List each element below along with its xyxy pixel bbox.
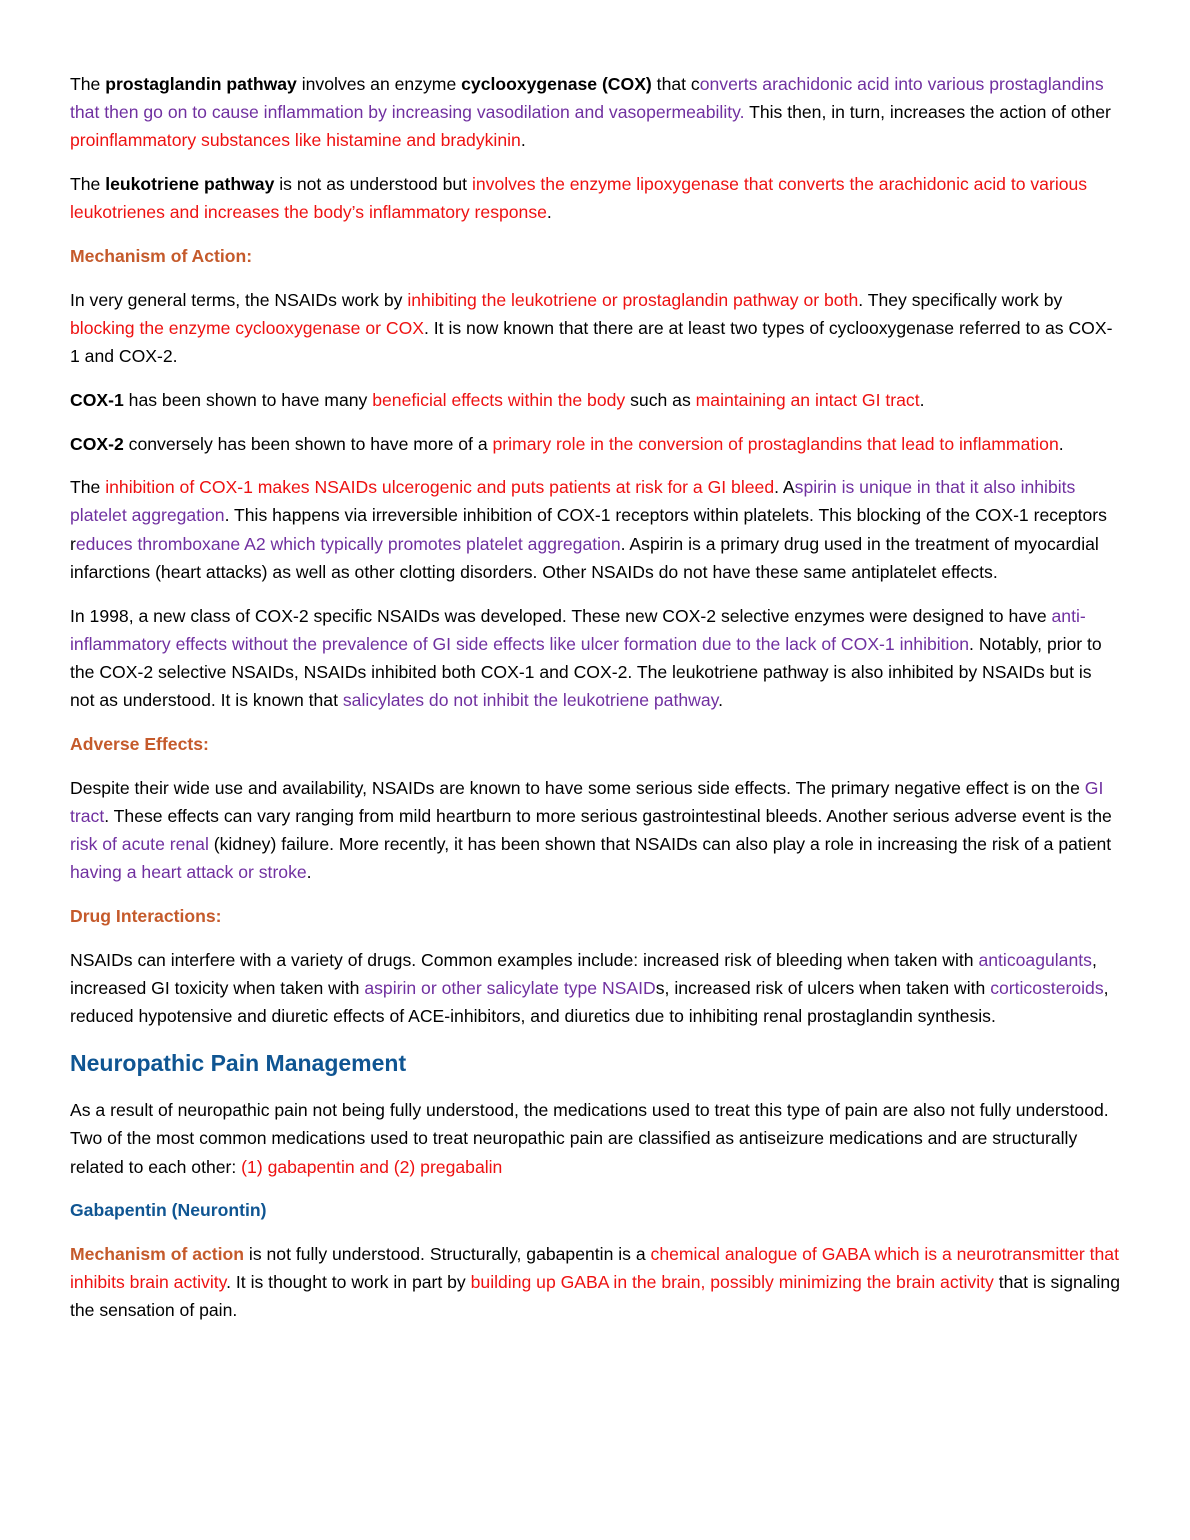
- paragraph-prostaglandin-pathway: The prostaglandin pathway involves an enzyme cyclooxygenase (COX) that converts arachidonic acid into various prostaglandins that then go on to cause inflammation by increasing vasodilation and vasopermeability. This then, in turn, increases the action of other proinflammatory substances like histamine and bradykinin.: [70, 74, 1111, 151]
- highlight-red: maintaining an intact GI tract: [695, 389, 920, 410]
- highlight-red: (1) gabapentin and (2) pregabalin: [241, 1156, 503, 1177]
- paragraph-drug-interactions: NSAIDs can interfere with a variety of drugs. Common examples include: increased risk of bleeding when taken with anticoagulants, increased GI toxicity when taken with aspirin or other salicylate type NSAIDs, increased risk of ulcers when taken with corticosteroids, reduced hypotensive and diuretic effects of ACE-inhibitors, and diuretics due to inhibiting renal prostaglandin synthesis.: [70, 949, 1109, 1026]
- paragraph-neuropathic-intro: As a result of neuropathic pain not being fully understood, the medications used to treat this type of pain are also not fully understood. Two of the most common medications used to treat neuropathic pain are classified as antiseizure medications and are structurally related to each other: (1) gabapentin and (2) pregabalin: [70, 1100, 1109, 1177]
- term-cyclooxygenase: cyclooxygenase (COX): [461, 74, 652, 94]
- highlight-purple: corticosteroids: [990, 977, 1104, 998]
- paragraph-cox-1: COX-1 has been shown to have many beneficial effects within the body such as maintaining an intact GI tract.: [70, 389, 925, 410]
- paragraph-adverse-effects: Despite their wide use and availability, NSAIDs are known to have some serious side effects. The primary negative effect is on the GI tract. These effects can vary ranging from mild heartburn to more serious gastrointestinal bleeds. Another serious adverse event is the risk of acute renal (kidney) failure. More recently, it has been shown that NSAIDs can also play a role in increasing the risk of a patient having a heart attack or stroke.: [70, 777, 1112, 883]
- highlight-red: building up GABA in the brain, possibly minimizing the brain activity: [470, 1272, 994, 1293]
- paragraph-nsaid-mechanism: In very general terms, the NSAIDs work by inhibiting the leukotriene or prostaglandin pathway or both. They specifically work by blocking the enzyme cyclooxygenase or COX. It is now known that there are at least two types of cyclooxygenase referred to as COX-1 and COX-2.: [70, 289, 1113, 367]
- heading-neuropathic-pain-management: Neuropathic Pain Management: [70, 1050, 407, 1077]
- term-cox-1: COX-1: [70, 389, 124, 410]
- term-cox-2: COX-2: [70, 433, 124, 454]
- heading-adverse-effects: Adverse Effects:: [70, 733, 209, 754]
- heading-mechanism-of-action: Mechanism of Action:: [70, 246, 253, 267]
- heading-gabapentin: Gabapentin (Neurontin): [70, 1200, 267, 1221]
- highlight-red: involves the enzyme lipoxygenase that converts the arachidonic acid to various leukotrienes and increases the body’s inflammatory response: [70, 174, 1088, 223]
- highlight-red: proinflammatory substances like histamine and bradykinin: [70, 130, 521, 151]
- highlight-purple: anti-inflammatory effects without the prevalence of GI side effects like ulcer formation due to the lack of COX-1 inhibition: [70, 605, 1086, 654]
- highlight-red: inhibiting the leukotriene or prostaglandin pathway or both: [407, 289, 859, 310]
- highlight-purple: educes thromboxane A2 which typically promotes platelet aggregation: [75, 533, 621, 554]
- highlight-purple: salicylates do not inhibit the leukotriene pathway: [342, 690, 719, 711]
- paragraph-cox-2-selective: In 1998, a new class of COX-2 specific NSAIDs was developed. These new COX-2 selective enzymes were designed to have anti-inflammatory effects without the prevalence of GI side effects like ulcer formation due to the lack of COX-1 inhibition. Notably, prior to the COX-2 selective NSAIDs, NSAIDs inhibited both COX-1 and COX-2. The leukotriene pathway is also inhibited by NSAIDs but is not as understood. It is known that salicylates do not inhibit the leukotriene pathway.: [70, 605, 1102, 711]
- term-prostaglandin-pathway: prostaglandin pathway: [105, 74, 297, 94]
- term-leukotriene-pathway: leukotriene pathway: [105, 174, 275, 195]
- highlight-red: beneficial effects within the body: [372, 389, 626, 410]
- highlight-purple: anticoagulants: [978, 949, 1092, 970]
- heading-drug-interactions: Drug Interactions:: [70, 905, 222, 926]
- highlight-purple: having a heart attack or stroke: [70, 862, 307, 883]
- highlight-purple: risk of acute renal: [70, 833, 209, 854]
- paragraph-aspirin: The inhibition of COX-1 makes NSAIDs ulcerogenic and puts patients at risk for a GI bleed. Aspirin is unique in that it also inhibits platelet aggregation. This happens via irreversible inhibition of COX-1 receptors within platelets. This blocking of the COX-1 receptors reduces thromboxane A2 which typically promotes platelet aggregation. Aspirin is a primary drug used in the treatment of myocardial infarctions (heart attacks) as well as other clotting disorders. Other NSAIDs do not have these same antiplatelet effects.: [70, 477, 1107, 582]
- highlight-red: primary role in the conversion of prostaglandins that lead to inflammation: [492, 433, 1059, 454]
- label-mechanism-of-action: Mechanism of action: [70, 1244, 245, 1264]
- highlight-purple: onverts arachidonic acid into various prostaglandins that then go on to cause inflammation by increasing vasodilation and vasopermeability.: [70, 74, 1104, 123]
- highlight-red: chemical analogue of GABA which is a neurotransmitter that inhibits brain activity: [70, 1244, 1119, 1293]
- paragraph-gabapentin-mechanism: Mechanism of action is not fully understood. Structurally, gabapentin is a chemical analogue of GABA which is a neurotransmitter that inhibits brain activity. It is thought to work in part by building up GABA in the brain, possibly minimizing the brain activity that is signaling the sensation of pain.: [70, 1244, 1120, 1321]
- highlight-purple: aspirin or other salicylate type NSAID: [364, 977, 656, 998]
- highlight-red: blocking the enzyme cyclooxygenase or COX: [70, 317, 425, 338]
- paragraph-leukotriene-pathway: The leukotriene pathway is not as understood but involves the enzyme lipoxygenase that converts the arachidonic acid to various leukotrienes and increases the body’s inflammatory response.: [70, 174, 1088, 223]
- paragraph-cox-2: COX-2 conversely has been shown to have more of a primary role in the conversion of prostaglandins that lead to inflammation.: [70, 433, 1064, 454]
- highlight-red: inhibition of COX-1 makes NSAIDs ulcerogenic and puts patients at risk for a GI bleed: [105, 477, 775, 498]
- highlight-purple: GI tract: [70, 777, 1104, 826]
- highlight-purple: spirin is unique in that it also inhibits platelet aggregation: [70, 477, 1076, 526]
